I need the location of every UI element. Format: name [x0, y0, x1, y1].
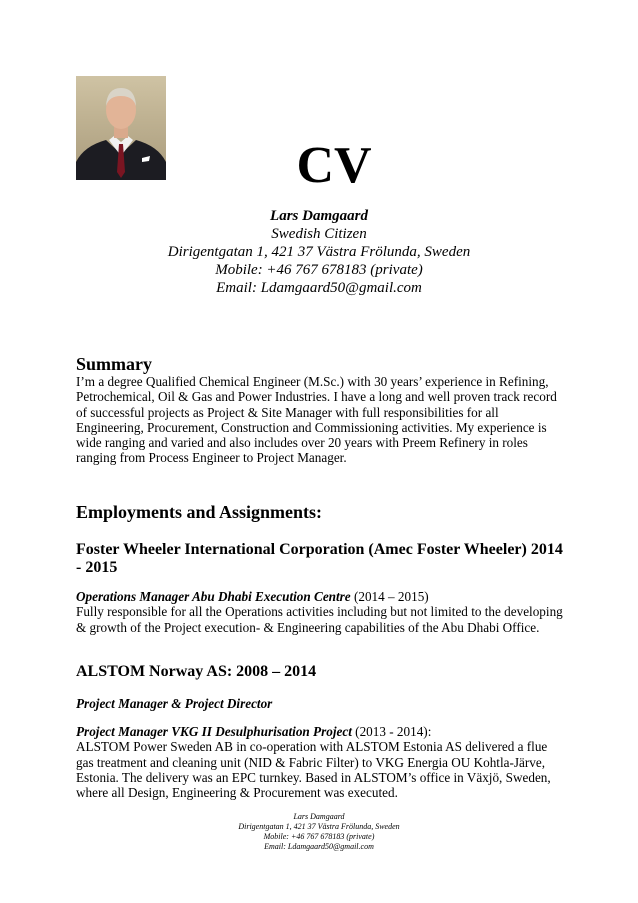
footer-address: Dirigentgatan 1, 421 37 Västra Frölunda, Sweden: [238, 822, 400, 831]
summary-heading: Summary: [76, 354, 152, 374]
foster-description: Fully responsible for all the Operations activities including but not limited to the developing & growth of the Project execution- & Engineering capabilities of the Abu Dhabi Office.: [76, 604, 563, 635]
contact-mobile: Mobile: +46 767 678183 (private): [215, 262, 423, 278]
foster-company: Foster Wheeler International Corporation (Amec Foster Wheeler) 2014 - 2015: [76, 541, 563, 576]
cv-title: CV: [296, 137, 372, 194]
foster-role-line: [76, 589, 566, 604]
contact-citizenship: Swedish Citizen: [271, 226, 367, 242]
foster-wheeler-entry: [76, 541, 566, 577]
contact-block: [0, 207, 638, 297]
contact-name: Lars Damgaard: [270, 208, 368, 224]
alstom-project-period: (2013 - 2014):: [351, 724, 432, 739]
alstom-project-line: [76, 724, 566, 739]
contact-email: Email: Ldamgaard50@gmail.com: [216, 280, 422, 296]
foster-role-title: Operations Manager Abu Dhabi Execution Centre: [76, 589, 351, 604]
footer-email: Email: Ldamgaard50@gmail.com: [264, 842, 374, 851]
contact-address: Dirigentgatan 1, 421 37 Västra Frölunda, Sweden: [167, 244, 471, 260]
employments-heading: Employments and Assignments:: [76, 502, 323, 522]
foster-role: [76, 589, 566, 635]
alstom-company: ALSTOM Norway AS: 2008 – 2014: [76, 663, 317, 680]
footer-mobile: Mobile: +46 767 678183 (private): [263, 832, 375, 841]
alstom-project-title: Project Manager VKG II Desulphurisation Project: [76, 724, 352, 739]
alstom-description: ALSTOM Power Sweden AB in co-operation with ALSTOM Estonia AS delivered a flue gas treatment and cleaning unit (NID & Fabric Filter) to VKG Energia OU Kohtla-Järve, Estonia. The delivery was an EPC turnkey. Based in ALSTOM’s office in Växjö, Sweden, where all Design, Engineering & Procurement was executed.: [76, 739, 551, 801]
foster-role-period: (2014 – 2015): [350, 589, 429, 604]
alstom-position: Project Manager & Project Director: [76, 696, 273, 711]
alstom-entry: [76, 663, 566, 681]
summary-text: I’m a degree Qualified Chemical Engineer (M.Sc.) with 30 years’ experience in Refining, Petrochemical, Oil & Gas and Power Industries. I have a long and well proven track record of successful projects as Project & Site Manager with full responsibilities for all Engineering, Procurement, Construction and Commissioning activities. My experience is wide ranging and varied and also includes over 20 years with Preem Refinery in roles ranging from Process Engineer to Project Manager.: [76, 374, 557, 466]
alstom-position-block: [76, 696, 566, 711]
page-footer: [0, 812, 638, 852]
footer-name: Lars Damgaard: [293, 812, 345, 821]
employments-section: [76, 502, 566, 522]
summary-section: [76, 354, 566, 466]
alstom-project: [76, 724, 566, 800]
